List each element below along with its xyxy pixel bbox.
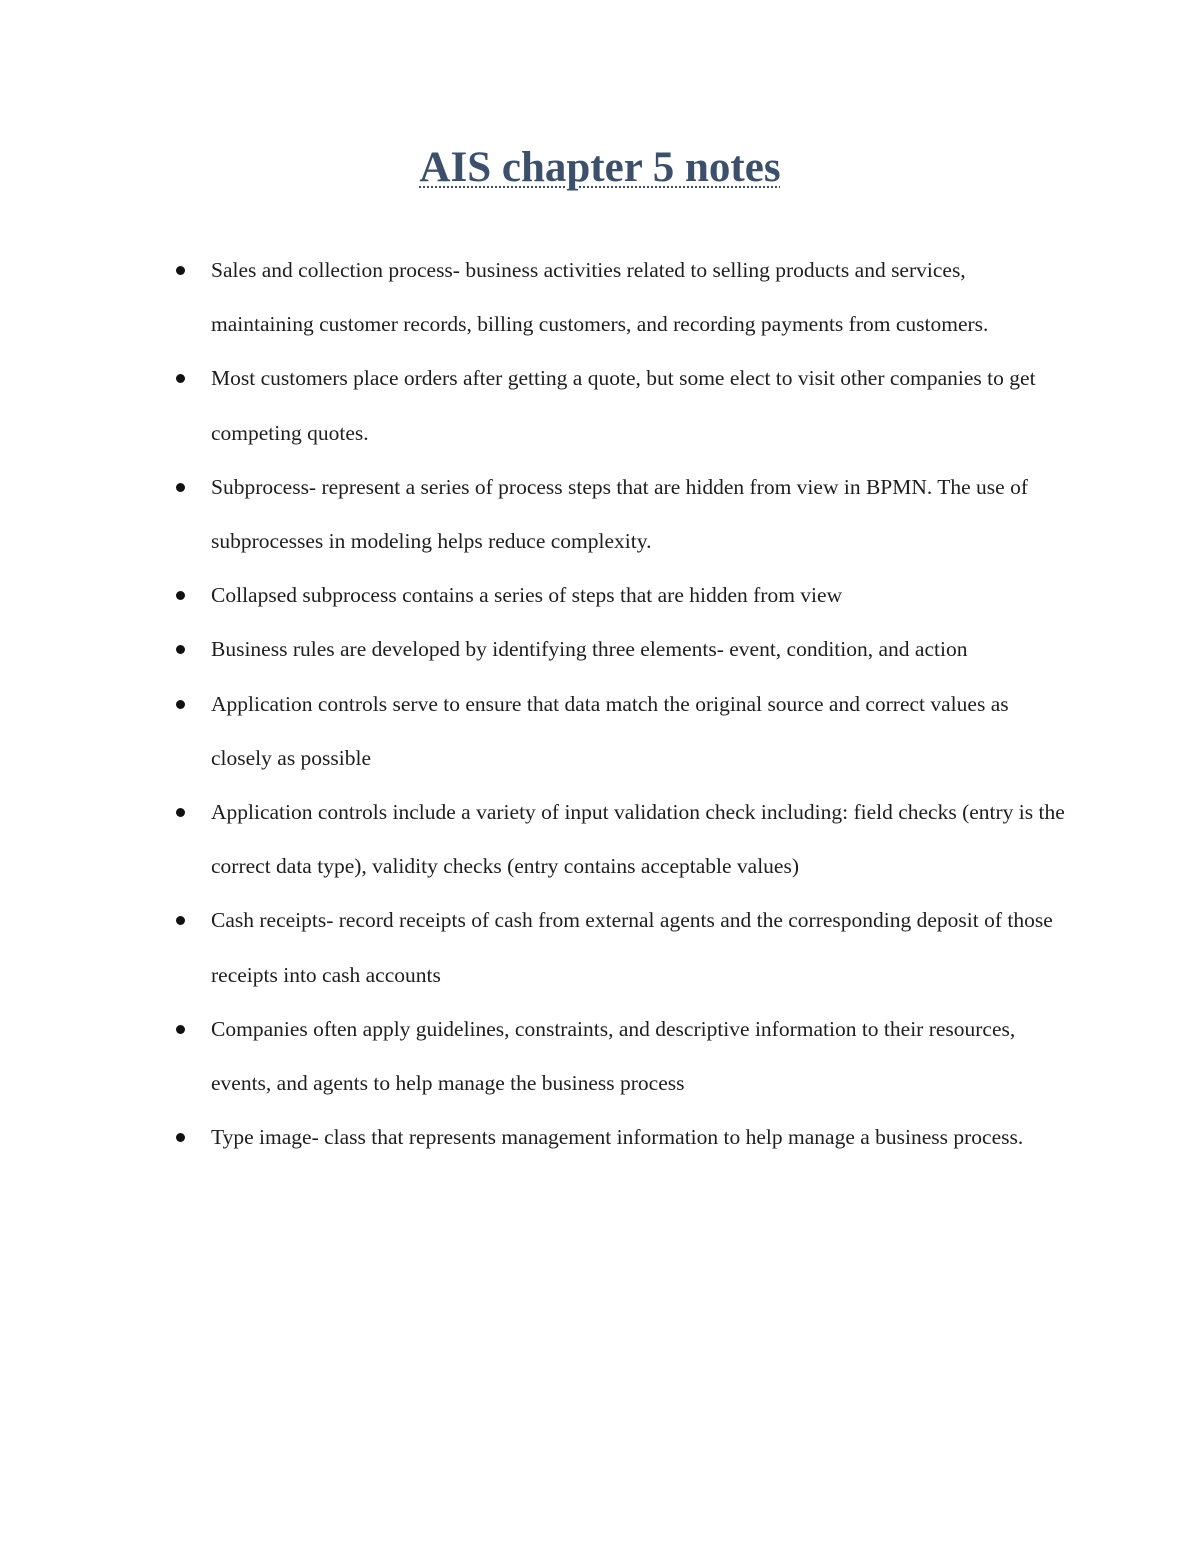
bullet-icon — [176, 1025, 185, 1034]
notes-list — [0, 243, 1200, 1164]
bullet-icon — [176, 1133, 185, 1142]
note-text: Sales and collection process- business activities related to selling products and services, maintaining customer records, billing customers, and recording payments from customers. — [211, 258, 989, 337]
list-item — [0, 893, 1200, 1001]
list-item — [0, 1110, 1200, 1164]
bullet-icon — [176, 266, 185, 275]
bullet-icon — [176, 645, 185, 654]
bullet-icon — [176, 591, 185, 600]
list-item — [0, 460, 1200, 568]
note-text: Application controls include a variety of input validation check including: field checks (entry is the correct data type), validity checks (entry contains acceptable values) — [211, 800, 1065, 879]
note-text: Cash receipts- record receipts of cash from external agents and the corresponding deposit of those receipts into cash accounts — [211, 908, 1053, 987]
bullet-icon — [176, 483, 185, 492]
note-text: Subprocess- represent a series of process steps that are hidden from view in BPMN. The use of subprocesses in modeling helps reduce complexity. — [211, 474, 1028, 554]
list-item — [0, 622, 1200, 676]
bullet-icon — [176, 374, 185, 383]
page-title — [0, 142, 1200, 194]
bullet-icon — [176, 916, 185, 925]
list-item — [0, 1002, 1200, 1110]
page-title-text: AIS chapter 5 notes — [419, 144, 781, 191]
note-text: Business rules are developed by identifying three elements- event, condition, and action — [211, 637, 968, 662]
note-text: Type image- class that represents management information to help manage a business process. — [211, 1125, 1024, 1150]
bullet-icon — [176, 808, 185, 817]
note-text: Companies often apply guidelines, constraints, and descriptive information to their resources, events, and agents to help manage the business process — [211, 1016, 1016, 1096]
list-item — [0, 568, 1200, 622]
bullet-icon — [176, 700, 185, 709]
list-item — [0, 785, 1200, 893]
note-text: Collapsed subprocess contains a series of steps that are hidden from view — [211, 583, 843, 608]
list-item — [0, 677, 1200, 785]
note-text: Most customers place orders after getting a quote, but some elect to visit other companies to get competing quotes. — [211, 366, 1036, 445]
list-item — [0, 243, 1200, 351]
note-text: Application controls serve to ensure that data match the original source and correct values as closely as possible — [211, 691, 1009, 770]
list-item — [0, 351, 1200, 459]
